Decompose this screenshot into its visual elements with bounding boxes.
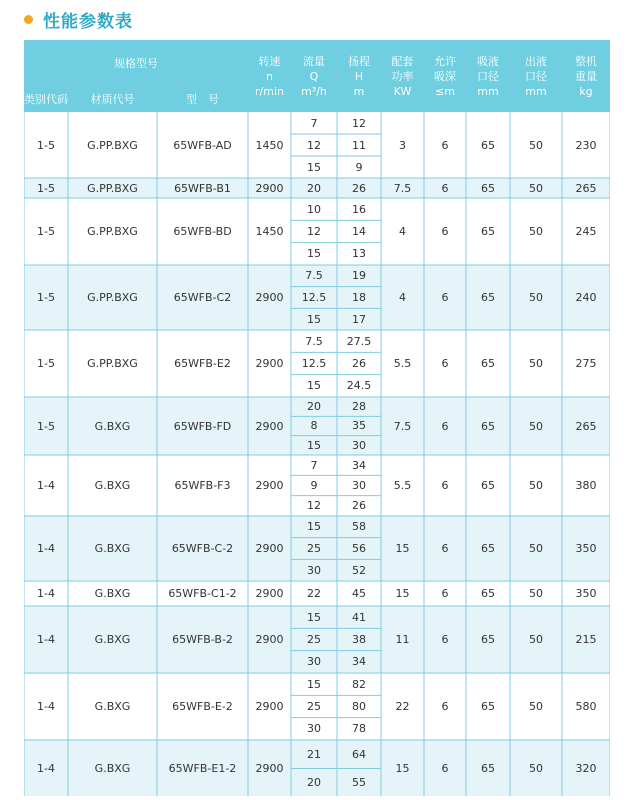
cell-flow: 12.5	[301, 356, 327, 370]
cell-head: 56	[352, 541, 366, 555]
cell-material: G.BXG	[94, 633, 131, 646]
cell-power: 22	[395, 700, 410, 713]
header-flow-line: m³/h	[301, 84, 327, 98]
cell-category: 1-4	[37, 479, 55, 492]
cell-head: 41	[352, 610, 366, 624]
cell-flow: 7.5	[305, 334, 323, 348]
header-category: 类别代码	[24, 93, 68, 106]
cell-flow: 15	[307, 610, 321, 624]
cell-model: 65WFB-F3	[174, 479, 231, 492]
cell-suction: 6	[441, 700, 449, 713]
cell-suction: 6	[441, 542, 449, 555]
cell-material: G.PP.BXG	[87, 291, 138, 304]
cell-power: 11	[395, 633, 410, 646]
cell-model: 65WFB-C-2	[171, 542, 234, 555]
cell-power: 4	[399, 225, 406, 238]
cell-category: 1-5	[37, 181, 55, 195]
cell-weight: 350	[575, 542, 597, 555]
cell-inlet: 65	[481, 357, 495, 370]
cell-head: 38	[352, 632, 366, 646]
cell-flow: 15	[307, 677, 321, 691]
cell-head: 17	[352, 312, 366, 326]
cell-suction: 6	[441, 587, 449, 600]
cell-speed: 2900	[255, 633, 284, 646]
cell-outlet: 50	[529, 587, 543, 600]
cell-suction: 6	[441, 479, 449, 492]
cell-weight: 230	[575, 138, 597, 152]
header-model: 型 号	[186, 93, 219, 106]
header-outlet-line: mm	[525, 84, 547, 98]
cell-material: G.BXG	[94, 762, 131, 775]
header-suction-line: 允许	[434, 54, 456, 68]
header-power-line: KW	[393, 84, 412, 98]
cell-flow: 25	[307, 632, 321, 646]
cell-head: 82	[352, 677, 366, 691]
cell-power: 4	[399, 291, 406, 304]
header-speed-line: n	[266, 69, 273, 83]
cell-inlet: 65	[481, 225, 495, 238]
cell-material: G.BXG	[94, 479, 131, 492]
cell-inlet: 65	[481, 291, 495, 304]
cell-power: 15	[395, 762, 410, 775]
cell-outlet: 50	[529, 291, 543, 304]
header-suction-line: 吸深	[434, 69, 456, 83]
cell-category: 1-4	[37, 700, 55, 713]
cell-inlet: 65	[481, 633, 495, 646]
cell-flow: 25	[307, 541, 321, 555]
cell-suction: 6	[441, 762, 449, 775]
cell-weight: 245	[575, 225, 597, 238]
cell-inlet: 65	[481, 479, 495, 492]
cell-flow: 30	[307, 655, 321, 669]
cell-flow: 15	[307, 520, 321, 534]
cell-head: 12	[352, 116, 366, 130]
cell-category: 1-4	[37, 587, 55, 600]
cell-model: 65WFB-E2	[174, 357, 231, 370]
cell-weight: 265	[575, 419, 597, 433]
cell-speed: 1450	[255, 138, 284, 152]
cell-outlet: 50	[529, 419, 543, 433]
cell-flow: 7	[310, 458, 318, 472]
cell-outlet: 50	[529, 542, 543, 555]
cell-category: 1-4	[37, 542, 55, 555]
cell-weight: 275	[575, 357, 597, 370]
cell-head: 26	[352, 499, 366, 513]
cell-head: 13	[352, 247, 366, 261]
cell-inlet: 65	[481, 419, 495, 433]
header-suction-line: ≤m	[435, 84, 455, 98]
page-title: 性能参数表	[43, 11, 133, 32]
cell-head: 30	[352, 438, 366, 452]
cell-power: 5.5	[393, 479, 412, 492]
cell-outlet: 50	[529, 138, 543, 152]
cell-category: 1-5	[37, 138, 55, 152]
cell-speed: 2900	[255, 762, 284, 775]
cell-flow: 25	[307, 699, 321, 713]
cell-head: 11	[352, 138, 366, 152]
cell-outlet: 50	[529, 700, 543, 713]
cell-model: 65WFB-C2	[173, 291, 232, 304]
cell-flow: 15	[307, 379, 321, 393]
performance-table	[24, 40, 610, 796]
cell-model: 65WFB-BD	[173, 225, 232, 238]
header-speed	[248, 40, 291, 112]
cell-head: 27.5	[346, 334, 372, 348]
header-weight-line: kg	[579, 84, 593, 98]
cell-category: 1-4	[37, 633, 55, 646]
cell-flow: 8	[310, 419, 318, 433]
cell-flow: 15	[307, 160, 321, 174]
cell-flow: 12	[307, 224, 321, 238]
cell-head: 55	[352, 776, 366, 790]
cell-flow: 20	[307, 181, 321, 195]
cell-speed: 2900	[255, 542, 284, 555]
header-inlet-line: mm	[477, 84, 499, 98]
cell-model: 65WFB-FD	[173, 419, 232, 433]
cell-flow: 15	[307, 438, 321, 452]
cell-head: 26	[352, 181, 366, 195]
cell-material: G.PP.BXG	[87, 181, 138, 195]
cell-suction: 6	[441, 181, 449, 195]
header-speed-line: 转速	[258, 54, 281, 68]
cell-inlet: 65	[481, 587, 495, 600]
cell-outlet: 50	[529, 357, 543, 370]
cell-model: 65WFB-C1-2	[168, 587, 237, 600]
cell-head: 24.5	[346, 379, 372, 393]
cell-flow: 22	[307, 587, 321, 600]
cell-speed: 2900	[255, 587, 284, 600]
header-group-label: 规格型号	[114, 57, 158, 70]
cell-model: 65WFB-E1-2	[168, 762, 237, 775]
cell-flow: 12.5	[301, 290, 327, 304]
cell-outlet: 50	[529, 479, 543, 492]
cell-weight: 580	[575, 700, 597, 713]
cell-flow: 7.5	[305, 269, 323, 283]
cell-weight: 380	[575, 479, 597, 492]
cell-power: 7.5	[393, 181, 412, 195]
cell-flow: 9	[310, 478, 318, 492]
cell-suction: 6	[441, 138, 449, 152]
header-inlet-line: 吸液	[477, 54, 499, 68]
cell-category: 1-5	[37, 357, 55, 370]
cell-inlet: 65	[481, 181, 495, 195]
cell-model: 65WFB-E-2	[172, 700, 233, 713]
header-head-line: H	[354, 69, 364, 83]
header-head-line: m	[353, 84, 365, 98]
cell-outlet: 50	[529, 225, 543, 238]
cell-head: 58	[352, 520, 366, 534]
header-inlet-line: 口径	[477, 69, 499, 83]
cell-weight: 215	[575, 633, 597, 646]
header-power	[381, 40, 424, 112]
cell-head: 52	[352, 563, 366, 577]
cell-material: G.BXG	[94, 700, 131, 713]
header-speed-line: r/min	[255, 84, 284, 98]
header-flow	[291, 40, 337, 112]
cell-flow: 15	[307, 247, 321, 261]
cell-head: 45	[352, 587, 366, 600]
cell-head: 64	[352, 747, 366, 761]
cell-head: 80	[352, 699, 366, 713]
cell-weight: 320	[575, 762, 597, 775]
cell-material: G.PP.BXG	[87, 225, 138, 238]
cell-outlet: 50	[529, 762, 543, 775]
cell-inlet: 65	[481, 762, 495, 775]
cell-category: 1-5	[37, 291, 55, 304]
cell-speed: 1450	[255, 225, 284, 238]
cell-power: 3	[399, 138, 406, 152]
cell-flow: 12	[307, 499, 321, 513]
header-suction	[424, 40, 466, 112]
cell-power: 15	[395, 587, 410, 600]
cell-inlet: 65	[481, 700, 495, 713]
cell-weight: 350	[575, 587, 597, 600]
cell-head: 19	[352, 269, 366, 283]
cell-head: 18	[352, 290, 366, 304]
cell-flow: 21	[307, 747, 321, 761]
header-outlet-line: 出液	[525, 54, 547, 68]
cell-suction: 6	[441, 225, 449, 238]
cell-weight: 265	[575, 181, 597, 195]
section-header	[20, 6, 133, 32]
cell-head: 78	[352, 722, 366, 736]
cell-head: 16	[352, 202, 366, 216]
cell-speed: 2900	[255, 700, 284, 713]
cell-suction: 6	[441, 357, 449, 370]
cell-speed: 2900	[255, 181, 284, 195]
header-outlet-line: 口径	[525, 69, 547, 83]
cell-speed: 2900	[255, 357, 284, 370]
header-flow-line: 流量	[303, 54, 325, 68]
cell-power: 15	[395, 542, 410, 555]
cell-inlet: 65	[481, 542, 495, 555]
header-flow-line: Q	[309, 69, 319, 83]
bullet-dot-icon	[24, 15, 33, 24]
cell-model: 65WFB-B-2	[172, 633, 233, 646]
header-inlet	[466, 40, 510, 112]
cell-model: 65WFB-B1	[174, 181, 231, 195]
cell-speed: 2900	[255, 479, 284, 492]
header-weight	[562, 40, 610, 112]
header-power-line: 配套	[391, 54, 414, 68]
cell-flow: 12	[307, 138, 321, 152]
cell-material: G.PP.BXG	[87, 138, 138, 152]
cell-head: 26	[352, 356, 366, 370]
cell-material: G.PP.BXG	[87, 357, 138, 370]
cell-inlet: 65	[481, 138, 495, 152]
cell-head: 28	[352, 400, 366, 414]
cell-flow: 20	[307, 776, 321, 790]
cell-head: 30	[352, 478, 366, 492]
cell-category: 1-4	[37, 762, 55, 775]
cell-outlet: 50	[529, 181, 543, 195]
cell-speed: 2900	[255, 419, 284, 433]
cell-head: 34	[352, 458, 366, 472]
header-head-line: 扬程	[348, 54, 370, 68]
header-weight-line: 整机	[575, 54, 597, 68]
cell-material: G.BXG	[94, 542, 131, 555]
cell-flow: 7	[310, 116, 318, 130]
cell-model: 65WFB-AD	[173, 138, 232, 152]
cell-power: 5.5	[393, 357, 412, 370]
cell-head: 34	[352, 655, 366, 669]
header-power-line: 功率	[391, 69, 414, 83]
cell-speed: 2900	[255, 291, 284, 304]
cell-suction: 6	[441, 419, 449, 433]
header-weight-line: 重量	[575, 69, 597, 83]
cell-head: 35	[352, 419, 366, 433]
cell-flow: 30	[307, 722, 321, 736]
cell-suction: 6	[441, 291, 449, 304]
cell-head: 14	[352, 224, 366, 238]
header-outlet	[510, 40, 562, 112]
cell-flow: 15	[307, 312, 321, 326]
cell-flow: 10	[307, 202, 321, 216]
cell-flow: 30	[307, 563, 321, 577]
cell-category: 1-5	[37, 419, 55, 433]
cell-suction: 6	[441, 633, 449, 646]
cell-material: G.BXG	[94, 419, 131, 433]
cell-flow: 20	[307, 400, 321, 414]
cell-material: G.BXG	[94, 587, 131, 600]
cell-category: 1-5	[37, 225, 55, 238]
header-head	[337, 40, 381, 112]
header-material: 材质代号	[90, 93, 135, 106]
cell-head: 9	[355, 160, 363, 174]
cell-power: 7.5	[393, 419, 412, 433]
cell-outlet: 50	[529, 633, 543, 646]
cell-weight: 240	[575, 291, 597, 304]
